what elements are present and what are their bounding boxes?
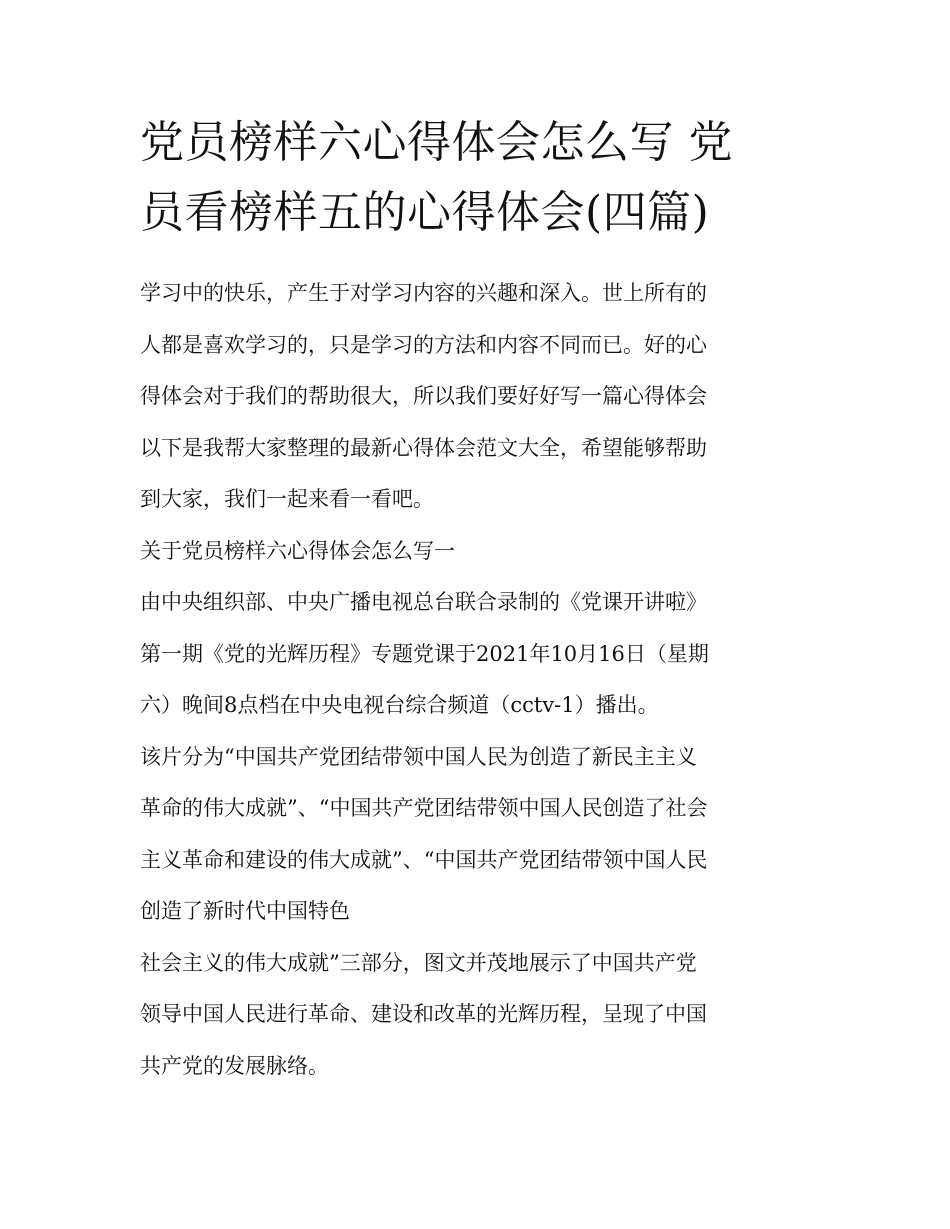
body-line: 六）晚间8点档在中央电视台综合频道（cctv-1）播出。 bbox=[140, 693, 659, 717]
body-line: 以下是我帮大家整理的最新心得体会范文大全，希望能够帮助 bbox=[140, 435, 707, 460]
body-line: 革命的伟大成就”、“中国共产党团结带领中国人民创造了社会 bbox=[140, 796, 708, 820]
document-body bbox=[140, 268, 815, 1092]
body-line: 主义革命和建设的伟大成就”、“中国共产党团结带领中国人民 bbox=[140, 847, 708, 872]
body-line: 共产党的发展脉络。 bbox=[140, 1053, 329, 1078]
body-line: 人都是喜欢学习的，只是学习的方法和内容不同而已。好的心 bbox=[140, 332, 707, 357]
body-line: 领导中国人民进行革命、建设和改革的光辉历程，呈现了中国 bbox=[140, 1002, 707, 1026]
title-line-1: 党员榜样六心得体会怎么写 党 bbox=[140, 117, 733, 168]
body-line: 到大家，我们一起来看一看吧。 bbox=[140, 487, 434, 511]
body-line: 创造了新时代中国特色 bbox=[140, 899, 350, 923]
body-line: 得体会对于我们的帮助很大，所以我们要好好写一篇心得体会 bbox=[140, 384, 707, 408]
body-line: 该片分为“中国共产党团结带领中国人民为创造了新民主主义 bbox=[140, 744, 697, 769]
document-page bbox=[140, 108, 815, 1092]
section-heading: 关于党员榜样六心得体会怎么写一 bbox=[140, 538, 455, 563]
body-line: 学习中的快乐，产生于对学习内容的兴趣和深入。世上所有的 bbox=[140, 281, 707, 305]
document-title bbox=[140, 108, 815, 248]
body-line: 第一期《党的光辉历程》专题党课于2021年10月16日（星期 bbox=[140, 641, 709, 666]
body-line: 由中央组织部、中央广播电视总台联合录制的《党课开讲啦》 bbox=[140, 590, 707, 614]
body-line: 社会主义的伟大成就”三部分，图文并茂地展示了中国共产党 bbox=[140, 950, 697, 975]
title-line-2: 员看榜样五的心得体会(四篇) bbox=[140, 187, 710, 238]
